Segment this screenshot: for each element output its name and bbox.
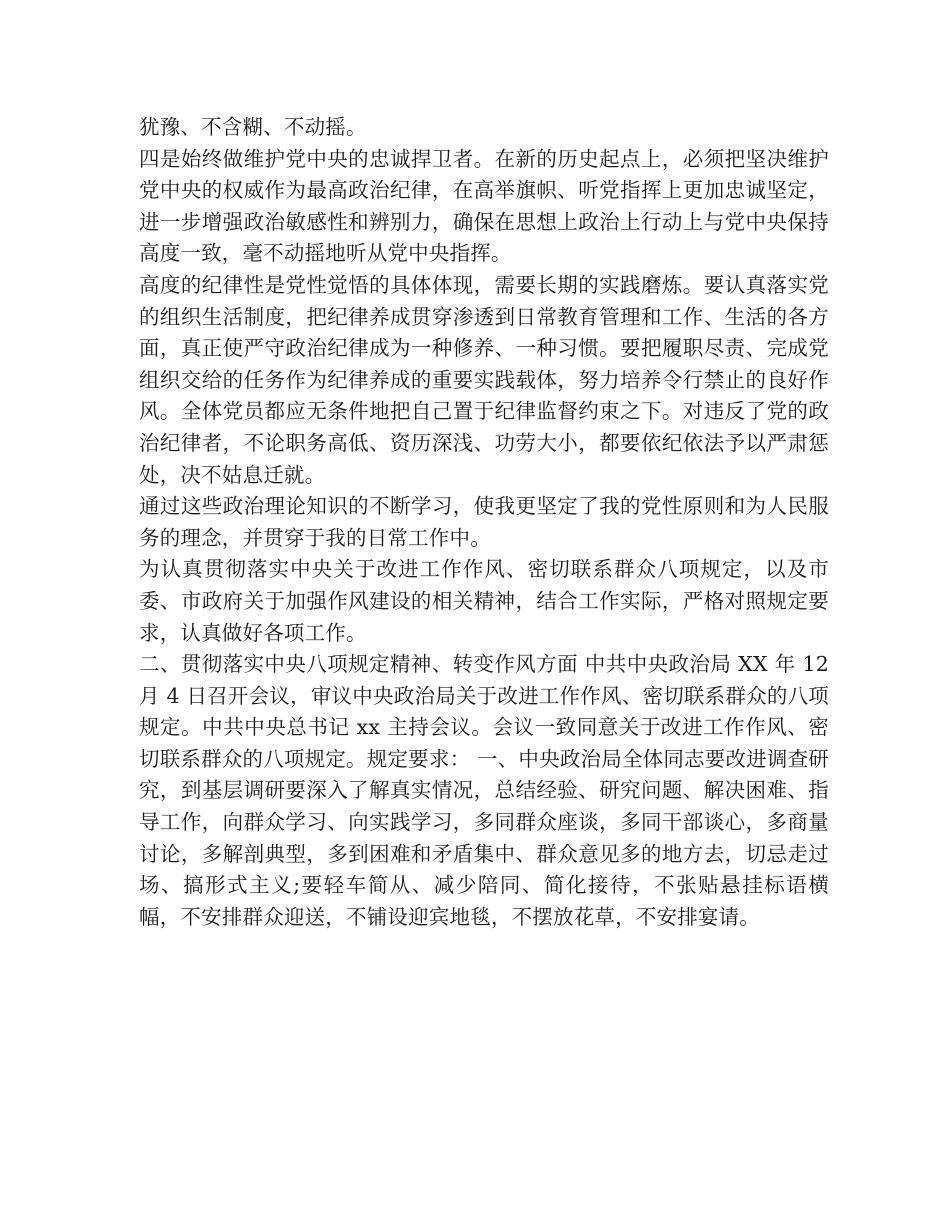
paragraph-2: 四是始终做维护党中央的忠诚捍卫者。在新的历史起点上，必须把坚决维护党中央的权威作为最高政治纪律，在高举旗帜、听党指挥上更加忠诚坚定，进一步增强政治敏感性和辨别力，确保在思想上政治上行动上与党中央保持高度一致，毫不动摇地听从党中央指挥。 (139, 146, 829, 266)
paragraph-4: 通过这些政治理论知识的不断学习，使我更坚定了我的党性原则和为人民服务的理念，并贯穿于我的日常工作中。 (139, 494, 829, 550)
paragraph-5: 为认真贯彻落实中央关于改进工作作风、密切联系群众八项规定，以及市委、市政府关于加强作风建设的相关精神，结合工作实际，严格对照规定要求，认真做好各项工作。 (139, 557, 829, 645)
paragraph-1: 犹豫、不含糊、不动摇。 (139, 115, 367, 139)
document-body (139, 112, 829, 933)
paragraph-6: 二、贯彻落实中央八项规定精神、转变作风方面 中共中央政治局 XX 年 12 月 4 日召开会议，审议中央政治局关于改进工作作风、密切联系群众的八项规定。中共中央总书记 xx 主持会议。会议一致同意关于改进工作作风、密切联系群众的八项规定。规定要求： 一、中央政治局全体同志要改进调查研究，到基层调研要深入了解真实情况，总结经验、研究问题、解决困难、指导工作，向群众学习、向实践学习，多同群众座谈，多同干部谈心，多商量讨论，多解剖典型，多到困难和矛盾集中、群众意见多的地方去，切忌走过场、搞形式主义;要轻车简从、减少陪同、简化接待，不张贴悬挂标语横幅，不安排群众迎送，不铺设迎宾地毯，不摆放花草，不安排宴请。 (139, 652, 829, 929)
paragraph-3: 高度的纪律性是党性觉悟的具体体现，需要长期的实践磨炼。要认真落实党的组织生活制度，把纪律养成贯穿渗透到日常教育管理和工作、生活的各方面，真正使严守政治纪律成为一种修养、一种习惯。要把履职尽责、完成党组织交给的任务作为纪律养成的重要实践载体，努力培养令行禁止的良好作风。全体党员都应无条件地把自己置于纪律监督约束之下。对违反了党的政治纪律者，不论职务高低、资历深浅、功劳大小，都要依纪依法予以严肃惩处，决不姑息迁就。 (139, 272, 829, 487)
